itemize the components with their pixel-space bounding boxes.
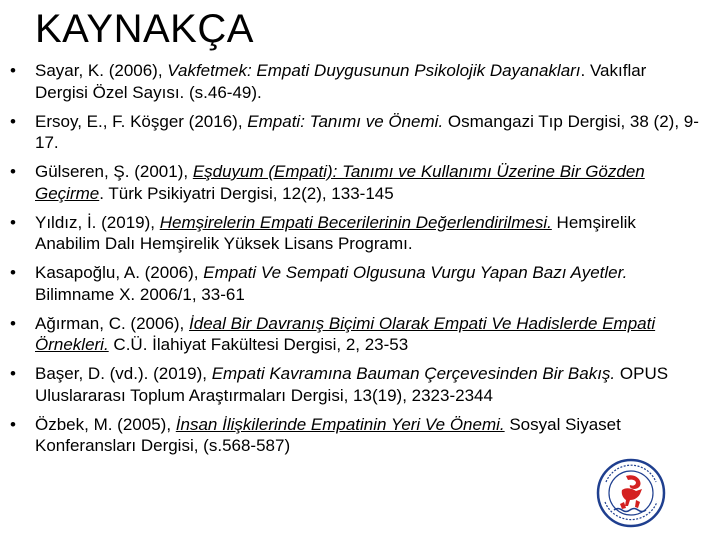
reference-work-title: Hemşirelerin Empati Becerilerinin Değerlendirilmesi. [159,212,552,232]
reference-item [0,60,720,103]
reference-item [0,262,720,305]
reference-item [0,313,720,356]
bullet: • [10,61,16,80]
reference-author-year: Özbek, M. (2005), [35,414,176,434]
university-seal-icon [596,458,666,528]
reference-author-year: Yıldız, İ. (2019), [35,212,160,232]
reference-work-title: İdeal Bir Davranış Biçimi Olarak Empati Ve Hadislerde Empati Örnekleri. [35,313,656,354]
reference-author-year: Kasapoğlu, A. (2006), [35,263,204,282]
bullet: • [10,414,16,434]
reference-author-year: Gülseren, Ş. (2001), [35,162,193,181]
reference-source: Sosyal Siyaset Konferansları Dergisi, (s.568-587) [35,414,621,455]
reference-work-title: Empati: Tanımı ve Önemi. [247,111,444,131]
bullet: • [10,162,16,181]
reference-source: Hemşirelik Anabilim Dalı Hemşirelik Yüksek Lisans Programı. [35,212,636,253]
reference-author-year: Sayar, K. (2006), [35,61,168,80]
bullet: • [10,364,16,383]
bullet: • [10,212,16,232]
reference-item [0,111,720,154]
reference-source: . Vakıflar Dergisi Özel Sayısı. (s.46-49). [35,61,647,102]
reference-source: . Türk Psikiyatri Dergisi, 12(2), 133-145 [99,183,394,203]
reference-item [0,212,720,255]
bullet: • [10,313,16,333]
reference-list [0,60,720,464]
reference-work-title: Empati Ve Sempati Olgusuna Vurgu Yapan Bazı Ayetler. [203,263,628,282]
reference-work-title: Eşduyum (Empati): Tanımı ve Kullanımı Üzerine Bir Gözden Geçirme [35,162,645,203]
reference-item [0,363,720,406]
reference-source: Bilimname X. 2006/1, 33-61 [35,284,245,304]
reference-item [0,161,720,204]
seal-emblem [620,475,642,509]
reference-author-year: Başer, D. (vd.). (2019), [35,364,212,383]
reference-author-year: Ersoy, E., F. Köşger (2016), [35,111,248,131]
reference-work-title: Vakfetmek: Empati Duygusunun Psikolojik Dayanakları [167,61,581,80]
reference-source: Osmangazi Tıp Dergisi, 38 (2), 9-17. [35,111,699,152]
reference-source: C.Ü. İlahiyat Fakültesi Dergisi, 2, 23-53 [108,335,409,354]
slide-title: KAYNAKÇA [35,7,254,51]
reference-source: OPUS Uluslararası Toplum Araştırmaları Dergisi, 13(19), 2323-2344 [35,364,669,405]
reference-work-title: Empati Kavramına Bauman Çerçevesinden Bir Bakış. [211,364,616,383]
reference-item [0,414,720,457]
bullet: • [10,111,16,131]
reference-work-title: İnsan İlişkilerinde Empatinin Yeri Ve Önemi. [175,414,505,434]
reference-author-year: Ağırman, C. (2006), [35,313,190,333]
bullet: • [10,263,16,282]
